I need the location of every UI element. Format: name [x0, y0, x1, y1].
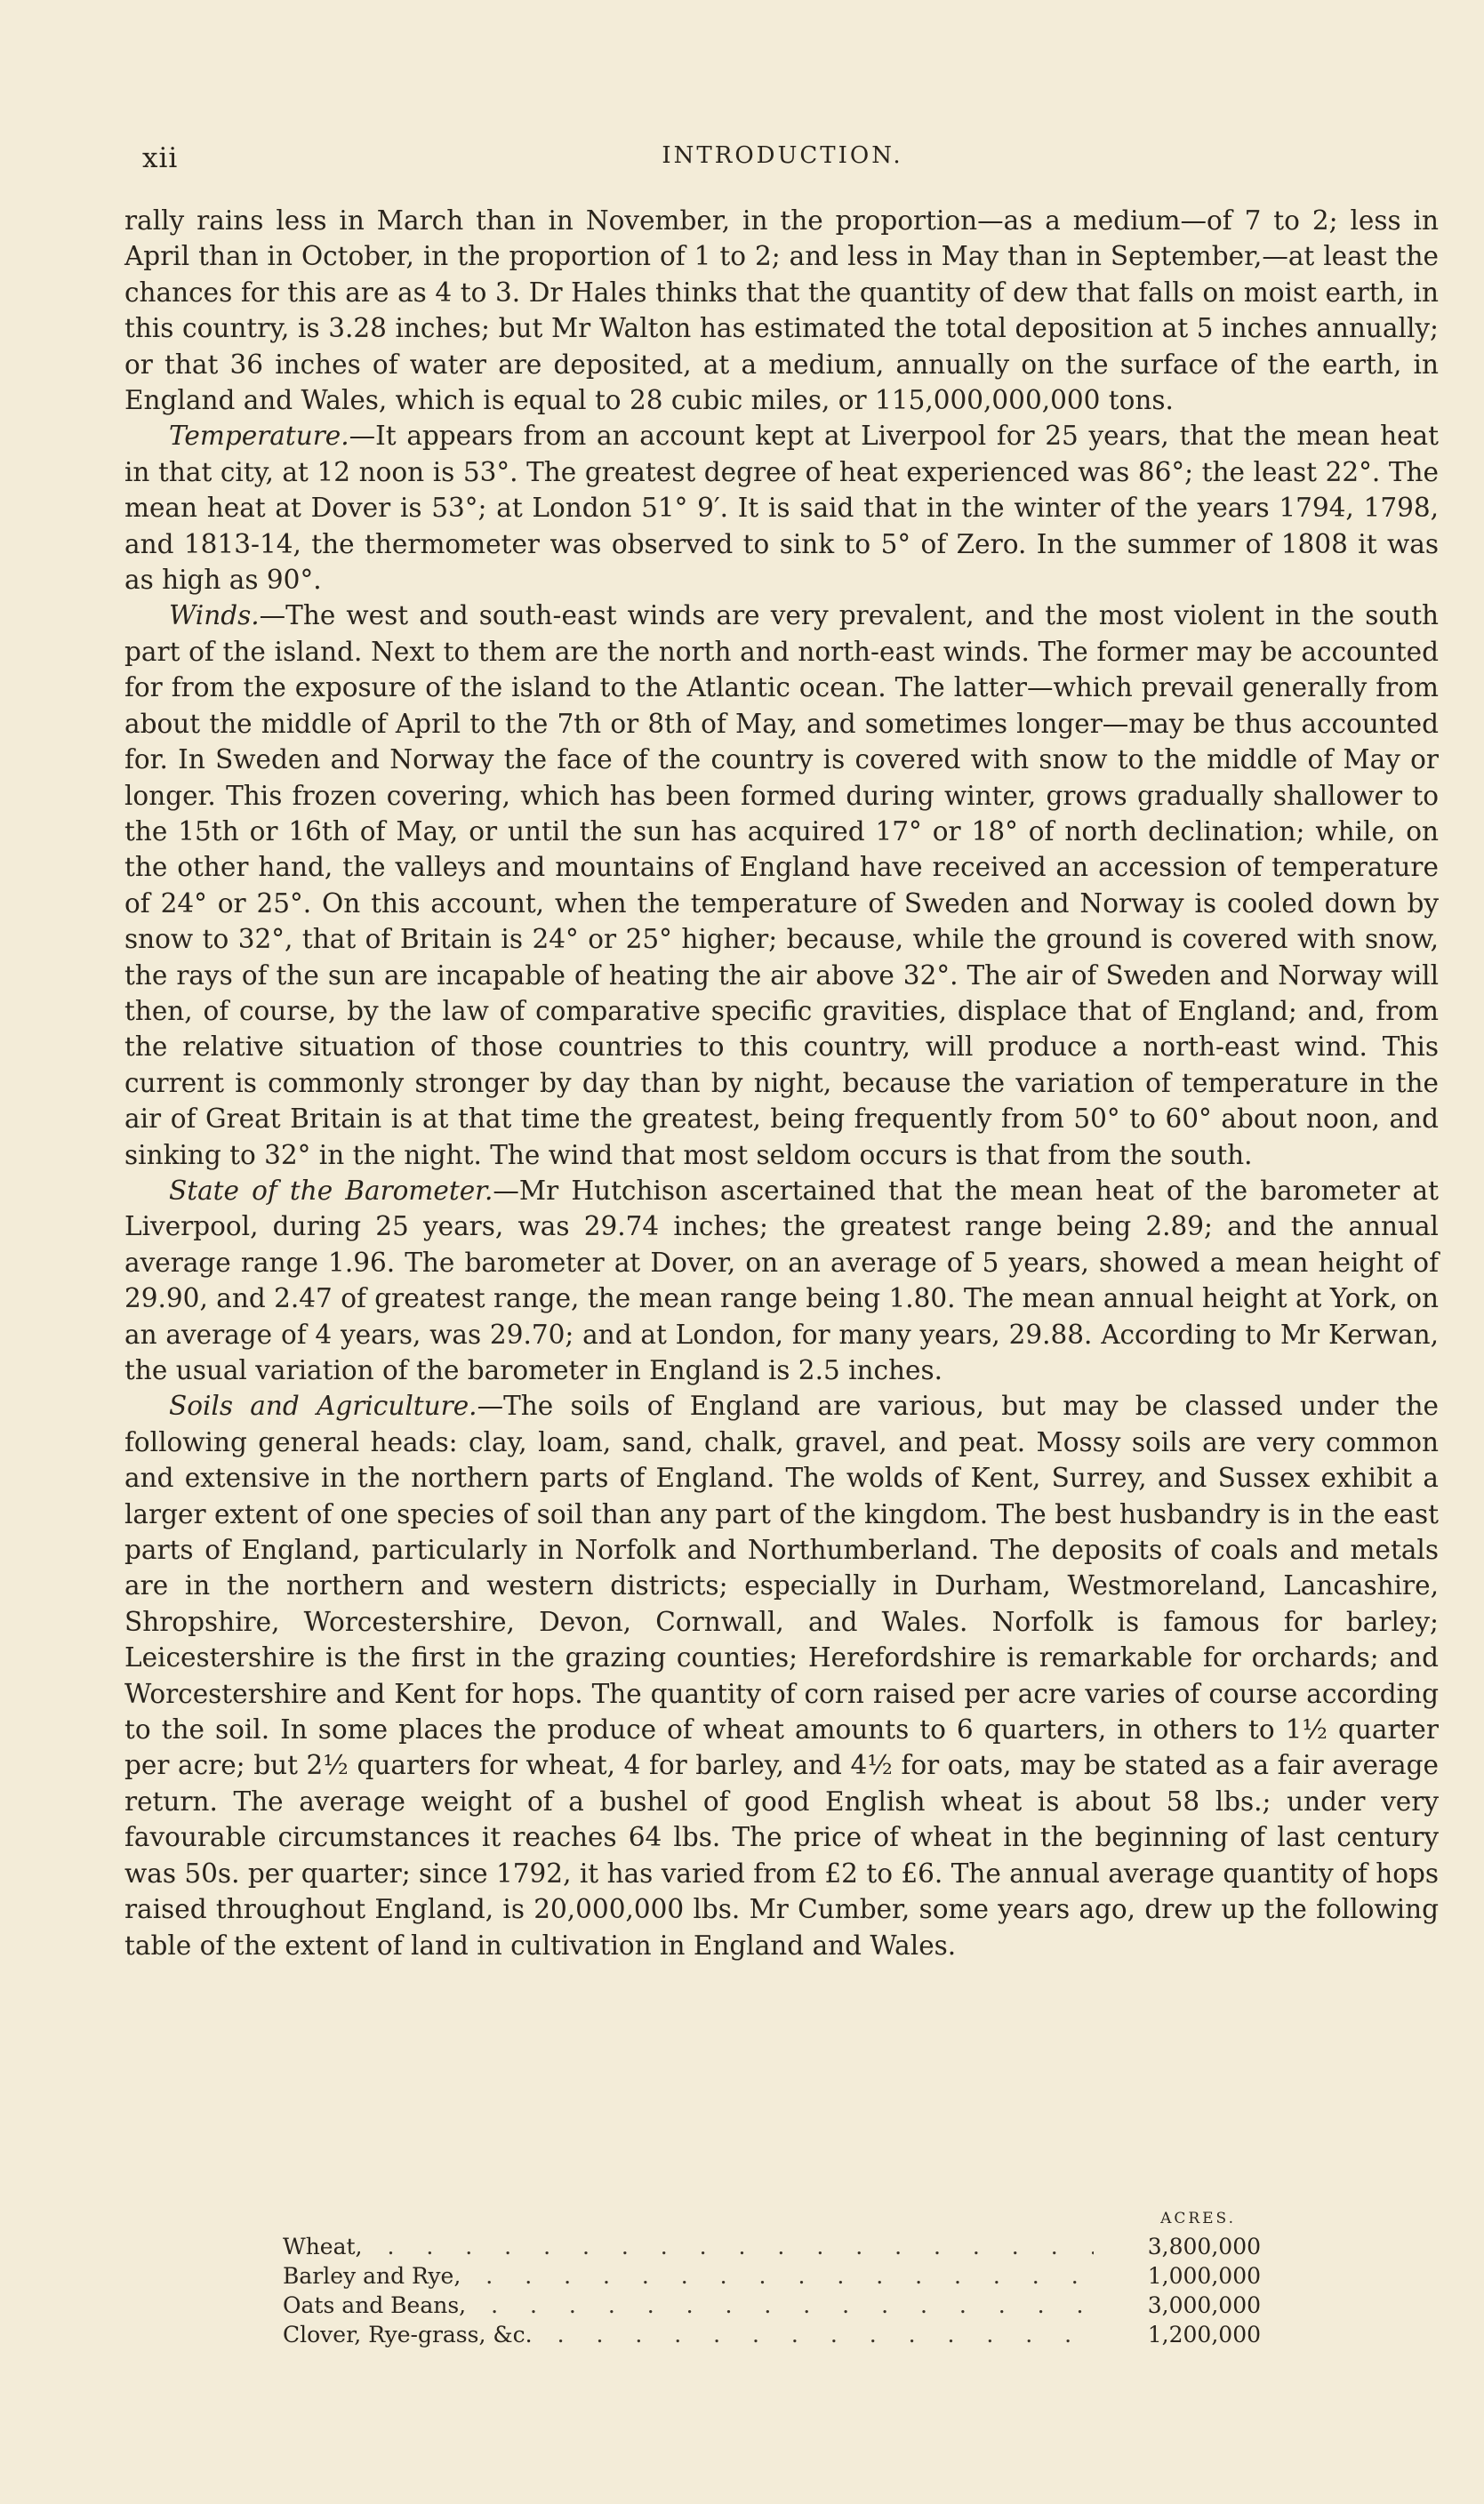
acres-value: 3,000,000 [1147, 2292, 1261, 2318]
land-cultivation-table [283, 2209, 1261, 2349]
heading-barometer: State of the Barometer. [169, 1175, 493, 1206]
paragraph-soils [124, 1388, 1439, 1963]
heading-winds: Winds. [169, 600, 260, 631]
table-row [283, 2232, 1261, 2261]
dot-leader [491, 2291, 1094, 2320]
heading-temperature: Temperature. [169, 421, 349, 452]
crop-name: Clover, Rye-grass, &c. [283, 2322, 533, 2348]
dot-leader [388, 2232, 1095, 2261]
crop-name: Oats and Beans, [283, 2292, 467, 2318]
crop-name: Wheat, [283, 2234, 363, 2259]
heading-soils: Soils and Agriculture. [169, 1391, 477, 1422]
table-row [283, 2291, 1261, 2320]
body-text [124, 203, 1439, 1963]
acres-value: 3,800,000 [1147, 2234, 1261, 2259]
dot-leader [485, 2261, 1094, 2291]
page-number: xii [142, 142, 179, 174]
text-winds: —The west and south-east winds are very prevalent, and the most violent in the south part of the island. Next to them are the north and north-east winds. The former may be accounted for from the exposure of the island to the Atlantic ocean. The latter—which prevail generally from about the middle of April to the 7th or 8th of May, and sometimes longer—may be thus accounted for. In Sweden and Norway the face of the country is covered with snow to the middle of May or longer. This frozen covering, which has been formed during winter, grows gradually shallower to the 15th or 16th of May, or until the sun has acquired 17° or 18° of north declination; while, on the other hand, the valleys and mountains of England have received an accession of temperature of 24° or 25°. On this account, when the temperature of Sweden and Norway is cooled down by snow to 32°, that of Britain is 24° or 25° higher; because, while the ground is covered with snow, the rays of the sun are incapable of heating the air above 32°. The air of Sweden and Norway will then, of course, by the law of comparative specific gravities, displace that of England; and, from the relative situation of those countries to this country, will produce a north-east wind. This current is commonly stronger by day than by night, because the variation of temperature in the air of Great Britain is at that time the greatest, being frequently from 50° to 60° about noon, and sinking to 32° in the night. The wind that most seldom occurs is that from the south. [124, 600, 1439, 1170]
acres-column-header: ACRES. [1160, 2210, 1236, 2227]
paragraph-temperature [124, 418, 1439, 598]
paragraph-rain: rally rains less in March than in November, in the proportion—as a medium—of 7 to 2; less in April than in October, in the proportion of 1 to 2; and less in May than in September,—at least the chances for this are as 4 to 3. Dr Hales thinks that the quantity of dew that falls on moist earth, in this country, is 3.28 inches; but Mr Walton has estimated the total deposition at 5 inches annually; or that 36 inches of water are deposited, at a medium, annually on the surface of the earth, in England and Wales, which is equal to 28 cubic miles, or 115,000,000,000 tons. [124, 205, 1439, 416]
text-barometer: —Mr Hutchison ascertained that the mean heat of the barometer at Liverpool, during 25 years, was 29.74 inches; the greatest range being 2.89; and the annual average range 1.96. The barometer at Dover, on an average of 5 years, showed a mean height of 29.90, and 2.47 of greatest range, the mean range being 1.80. The mean annual height at York, on an average of 4 years, was 29.70; and at London, for many years, 29.88. According to Mr Kerwan, the usual variation of the barometer in England is 2.5 inches. [124, 1175, 1439, 1385]
acres-value: 1,200,000 [1147, 2322, 1261, 2348]
text-temperature: —It appears from an account kept at Liverpool for 25 years, that the mean heat in that city, at 12 noon is 53°. The greatest degree of heat experienced was 86°; the least 22°. The mean heat at Dover is 53°; at London 51° 9′. It is said that in the winter of the years 1794, 1798, and 1813-14, the thermometer was observed to sink to 5° of Zero. In the summer of 1808 it was as high as 90°. [124, 421, 1439, 596]
paragraph-winds [124, 598, 1439, 1173]
table-row [283, 2261, 1261, 2291]
crop-name: Barley and Rye, [283, 2263, 461, 2289]
running-title: INTRODUCTION. [662, 142, 903, 169]
table-row [283, 2320, 1261, 2349]
paragraph-barometer [124, 1173, 1439, 1388]
dot-leader [558, 2320, 1094, 2349]
page-header [142, 142, 1423, 178]
text-soils: —The soils of England are various, but may be classed under the following general heads: clay, loam, sand, chalk, gravel, and peat. Mossy soils are very common and extensive in the northern parts of England. The wolds of Kent, Surrey, and Sussex exhibit a larger extent of one species of soil than any part of the kingdom. The best husbandry is in the east parts of England, particularly in Norfolk and Northumberland. The deposits of coals and metals are in the northern and western districts; especially in Durham, Westmoreland, Lancashire, Shropshire, Worcestershire, Devon, Cornwall, and Wales. Norfolk is famous for barley; Leicestershire is the first in the grazing counties; Herefordshire is remarkable for orchards; and Worcestershire and Kent for hops. The quantity of corn raised per acre varies of course according to the soil. In some places the produce of wheat amounts to 6 quarters, in others to 1½ quarter per acre; but 2½ quarters for wheat, 4 for barley, and 4½ for oats, may be stated as a fair average return. The average weight of a bushel of good English wheat is about 58 lbs.; under very favourable circumstances it reaches 64 lbs. The price of wheat in the beginning of last century was 50s. per quarter; since 1792, it has varied from £2 to £6. The annual average quantity of hops raised throughout England, is 20,000,000 lbs. Mr Cumber, some years ago, drew up the following table of the extent of land in cultivation in England and Wales. [124, 1391, 1439, 1961]
acres-value: 1,000,000 [1147, 2263, 1261, 2289]
